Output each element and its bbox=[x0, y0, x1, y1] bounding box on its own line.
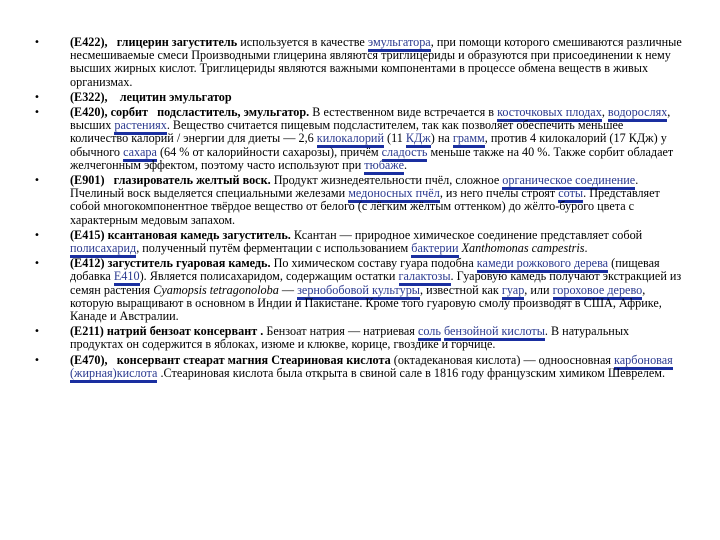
list-item-e412 bbox=[34, 257, 684, 323]
item-text: ) на bbox=[430, 131, 453, 146]
list-item-e901 bbox=[34, 174, 684, 227]
item-title: консервант стеарат магния Стеариновая кислота bbox=[116, 352, 391, 367]
link-carob-gum[interactable]: камеди рожкового дерева bbox=[477, 256, 608, 273]
item-text: , высших bbox=[70, 105, 671, 133]
item-text: (11 bbox=[383, 131, 406, 146]
list-item-e211 bbox=[34, 325, 684, 351]
item-code: (E322), bbox=[70, 89, 108, 104]
link-guar[interactable]: гуар bbox=[502, 283, 524, 300]
link-kj[interactable]: КДж bbox=[406, 131, 431, 148]
item-text: Ксантан — природное химическое соединение представляет собой bbox=[290, 227, 643, 242]
bullet-icon: • bbox=[34, 91, 40, 103]
link-algae[interactable]: водорослях bbox=[608, 105, 667, 122]
item-text: , которую выращивают в основном в Индии и Пакистане. Кроме того гуаровую смолу производят в США, Африке, Канаде и Австралии. bbox=[70, 282, 662, 324]
bullet-icon: • bbox=[34, 229, 40, 241]
bullet-icon: • bbox=[34, 354, 40, 366]
link-pea-tree[interactable]: гороховое дерево bbox=[553, 283, 643, 300]
link-bacteria[interactable]: бактерии bbox=[411, 241, 458, 258]
link-salt[interactable]: соль bbox=[418, 324, 441, 341]
item-text: меньше также на 40 %. Также сорбит обладает желчегонным эффектом, поэтому часто используют при bbox=[70, 144, 674, 172]
item-code: (E420), сорбит bbox=[70, 105, 149, 120]
link-benzoic-acid[interactable]: бензойной кислоты bbox=[444, 324, 545, 341]
item-title: ксантановая камедь загуститель. bbox=[107, 227, 291, 242]
link-tubage[interactable]: тюбаже bbox=[364, 158, 404, 175]
item-code: (E901) bbox=[70, 173, 105, 188]
link-honeycombs[interactable]: соты bbox=[558, 186, 583, 203]
bullet-icon: • bbox=[34, 37, 40, 48]
item-text: — bbox=[278, 282, 298, 297]
link-polysaccharide[interactable]: полисахарид bbox=[70, 241, 136, 258]
list-item-e470 bbox=[34, 354, 684, 380]
bullet-icon: • bbox=[34, 258, 40, 270]
link-honey-bees[interactable]: медоносных пчёл bbox=[348, 186, 440, 203]
species-name: Xanthomonas campestris bbox=[458, 241, 585, 256]
item-code: (E412) bbox=[70, 256, 105, 271]
item-text: , против 4 килокалорий (17 КДж) у обычного bbox=[70, 131, 667, 159]
link-plants[interactable]: растениях bbox=[114, 118, 166, 135]
item-text: , из него пчелы строят bbox=[439, 186, 559, 201]
item-text: . Пчелиный воск выделяется специальными железами bbox=[70, 173, 639, 201]
item-text: , при помощи которого смешиваются различные несмешиваемые смеси Производными глицерина являются триглицериды и образуются при присоединении к нему высших жирных кислот. Триглицериды являются важными компонентами в процессе обмена веществ в живых организмах. bbox=[70, 35, 682, 89]
item-text: . bbox=[403, 157, 408, 172]
item-title: подсластитель, эмульгатор. bbox=[157, 105, 310, 120]
item-text: , известной как bbox=[419, 282, 502, 297]
bullet-icon: • bbox=[34, 326, 40, 338]
item-text: Бензоат натрия — натриевая bbox=[263, 324, 418, 339]
item-code: (E415) bbox=[70, 227, 105, 242]
link-carboxylic-acid[interactable]: карбоновая (жирная)кислота bbox=[70, 353, 673, 383]
item-code: (E211) bbox=[70, 324, 104, 339]
item-text: В естественном виде встречается в bbox=[309, 105, 498, 120]
list-item-e422 bbox=[34, 36, 684, 89]
link-emulgator[interactable]: эмульгатора bbox=[368, 35, 431, 52]
item-text: (пищевая добавка bbox=[70, 256, 660, 284]
item-title: глицерин загуститель bbox=[116, 35, 238, 49]
item-title: лецитин эмульгатор bbox=[119, 89, 232, 104]
link-kilocalories[interactable]: килокалорий bbox=[317, 131, 384, 148]
link-sugar[interactable]: сахара bbox=[123, 145, 157, 162]
item-text: , или bbox=[524, 282, 553, 297]
list-item-e322 bbox=[34, 91, 684, 104]
species-name: Cyamopsis tetragonoloba bbox=[153, 282, 279, 297]
item-text: (октадекановая кислота) — одноосновная bbox=[390, 352, 615, 367]
item-text: По химическом составу гуара подобна bbox=[270, 256, 477, 271]
item-text: , bbox=[601, 105, 608, 120]
item-text: Продукт жизнедеятельности пчёл, сложное bbox=[270, 173, 503, 188]
link-sweetness[interactable]: сладость bbox=[382, 145, 428, 162]
item-text: . Представляет собой многокомпонентное твёрдое вещество от белого (с лёгким жёлтым оттенком) до жёлто-бурого цвета с характерным медовым запахом. bbox=[70, 186, 660, 227]
link-gram[interactable]: грамм bbox=[453, 131, 485, 148]
bullet-icon: • bbox=[34, 107, 40, 119]
link-stone-fruits[interactable]: косточковых плодах bbox=[497, 105, 602, 122]
link-organic-compound[interactable]: органическое соединение bbox=[502, 173, 635, 190]
item-text: . В натуральных продуктах он содержится в яблоках, изюме и клюкве, корице, гвоздике и горчице. bbox=[70, 324, 630, 352]
item-text: (64 % от калорийности сахарозы), причём bbox=[156, 144, 382, 159]
item-text: . bbox=[584, 241, 588, 256]
link-galactose[interactable]: галактозы bbox=[399, 269, 451, 286]
item-text: , полученный путём ферментации с использованием bbox=[136, 241, 412, 256]
item-title: натрий бензоат консервант . bbox=[106, 324, 264, 339]
item-text: используется в качестве bbox=[237, 35, 368, 49]
list-item-e420 bbox=[34, 106, 684, 172]
bullet-icon: • bbox=[34, 175, 40, 187]
item-title: глазирователь желтый воск. bbox=[113, 173, 271, 188]
item-text: . Гуаровую камедь получают экстракцией из семян растения bbox=[70, 269, 682, 297]
link-e410[interactable]: E410 bbox=[114, 269, 140, 286]
list-item-e415 bbox=[34, 229, 684, 255]
item-code: (E422), bbox=[70, 35, 108, 49]
link-legume-crop[interactable]: зернобобовой культуры bbox=[297, 283, 420, 300]
item-text: . Вещество считается пищевым подсластителем, так как позволяет обеспечить меньшее количество калорий / энергии для диеты — 2,6 bbox=[70, 118, 624, 146]
item-code: (E470), bbox=[70, 352, 108, 367]
item-text: ). Является полисахаридом, содержащим остатки bbox=[139, 269, 399, 284]
item-title: загуститель гуаровая камедь. bbox=[107, 256, 271, 271]
food-additives-list bbox=[34, 36, 684, 382]
item-text: .Стеариновая кислота была открыта в свиной сале в 1816 году французским химиком Шеврелем. bbox=[157, 365, 666, 380]
